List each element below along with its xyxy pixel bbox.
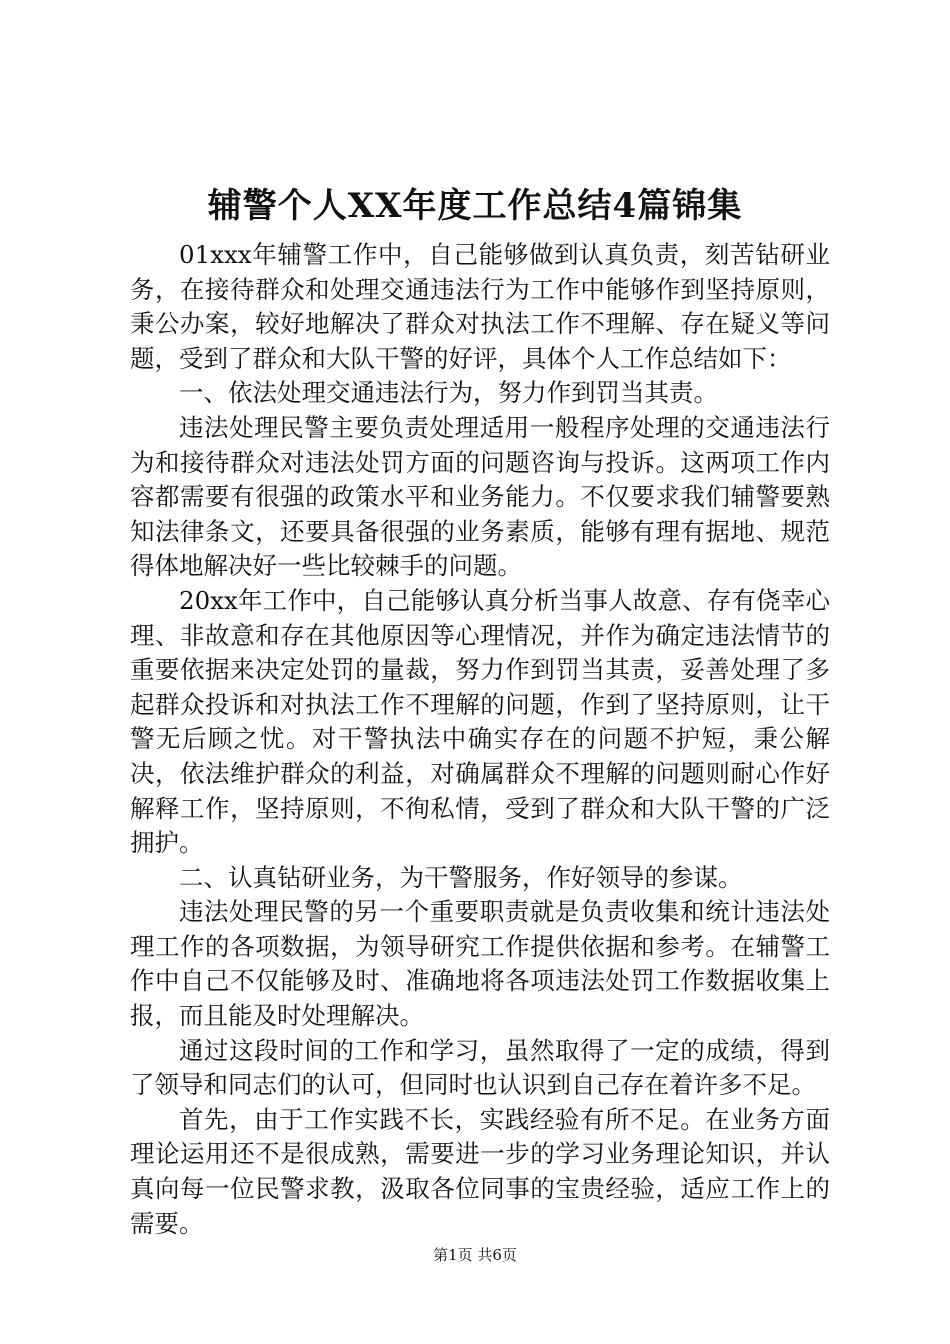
paragraph: 01xxx年辅警工作中，自己能够做到认真负责，刻苦钻研业务，在接待群众和处理交通违法行为工作中能够作到坚持原则，秉公办案，较好地解决了群众对执法工作不理解、存在疑义等问题，受到了群众和大队干警的好评，具体个人工作总结如下： xyxy=(130,240,830,373)
paragraph-heading: 二、认真钻研业务，为干警服务，作好领导的参谋。 xyxy=(179,862,743,892)
paragraph: 20xx年工作中，自己能够认真分析当事人故意、存有侥幸心理、非故意和存在其他原因等心理情况，并作为确定违法情节的重要依据来决定处罚的量裁，努力作到罚当其责，妥善处理了多起群众投诉和对执法工作不理解的问题，作到了坚持原则，让干警无后顾之忧。对干警执法中确实存在的问题不护短，秉公解决，依法维护群众的利益，对确属群众不理解的问题则耐心作好解释工作，坚持原则，不徇私情，受到了群众和大队干警的广泛拥护。 xyxy=(130,585,830,858)
paragraph: 违法处理民警主要负责处理适用一般程序处理的交通违法行为和接待群众对违法处罚方面的问题咨询与投诉。这两项工作内容都需要有很强的政策水平和业务能力。不仅要求我们辅警要熟知法律条文，还要具备很强的业务素质，能够有理有据地、规范得体地解决好一些比较棘手的问题。 xyxy=(130,412,830,581)
page-footer: 第1页 共6页 xyxy=(433,1246,517,1264)
paragraph: 通过这段时间的工作和学习，虽然取得了一定的成绩，得到了领导和同志们的认可，但同时也认识到自己存在着许多不足。 xyxy=(130,1035,830,1100)
paragraph-heading: 一、依法处理交通违法行为，努力作到罚当其责。 xyxy=(179,378,718,408)
document-body xyxy=(130,238,830,1241)
paragraph: 首先，由于工作实践不长，实践经验有所不足。在业务方面理论运用还不是很成熟，需要进一步的学习业务理论知识，并认真向每一位民警求教，汲取各位同事的宝贵经验，适应工作上的需要。 xyxy=(130,1104,830,1238)
document-title: 辅警个人XX年度工作总结4篇锦集 xyxy=(207,186,743,226)
paragraph: 违法处理民警的另一个重要职责就是负责收集和统计违法处理工作的各项数据，为领导研究工作提供依据和参考。在辅警工作中自己不仅能够及时、准确地将各项违法处罚工作数据收集上报，而且能及时处理解决。 xyxy=(130,897,830,1031)
